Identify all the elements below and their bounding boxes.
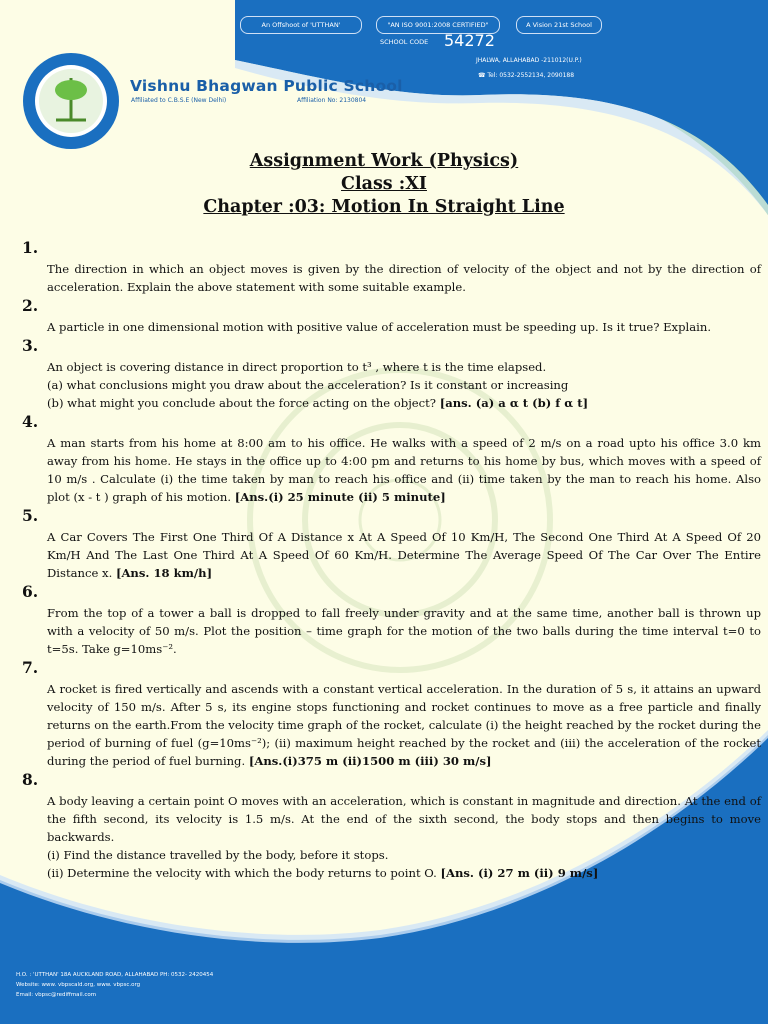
answer-text: [Ans. 18 km/h] bbox=[115, 566, 213, 580]
question-text bbox=[47, 792, 761, 882]
question-line: (a) what conclusions might you draw about the acceleration? Is it constant or increasing bbox=[47, 378, 569, 392]
phone-icon: ☎ bbox=[478, 72, 488, 79]
question-number: 3. bbox=[22, 336, 39, 355]
chapter-title: Chapter :03: Motion In Straight Line bbox=[203, 197, 565, 217]
school-code-label: SCHOOL CODE bbox=[380, 38, 429, 46]
question-number: 4. bbox=[22, 412, 39, 431]
telephone-text: Tel: 0532-2552134, 2090188 bbox=[487, 72, 575, 79]
question-line: A body leaving a certain point O moves with an acceleration, which is constant in magnitude and direction. At the end of the fifth second, its velocity is 1.5 m/s. At the end of the sixth second, the body stops and then begins to move backwards. bbox=[47, 794, 761, 844]
assignment-titles bbox=[0, 150, 768, 219]
question-text bbox=[47, 358, 761, 412]
question-line: A Car Covers The First One Third Of A Distance x At A Speed Of 10 Km/H, The Second One Third At A Speed Of 20 Km/H And The Last One Third At A Speed Of 60 Km/H. Determine The Average Speed Of The Car Over The Entire Distance x. bbox=[47, 530, 761, 580]
question-line: A particle in one dimensional motion with positive value of acceleration must be speeding up. Is it true? Explain. bbox=[47, 320, 712, 334]
offshoot-badge: An Offshoot of 'UTTHAN' bbox=[240, 16, 362, 34]
school-telephone bbox=[478, 72, 574, 79]
question-line: From the top of a tower a ball is dropped to fall freely under gravity and at the same time, another ball is thrown up with a velocity of 50 m/s. Plot the position – time graph for the motion of the two balls during the time interval t=0 to t=5s. Take g=10ms⁻². bbox=[47, 606, 761, 656]
question-number: 2. bbox=[22, 296, 39, 315]
answer-text: [Ans.(i) 25 minute (ii) 5 minute] bbox=[234, 490, 446, 504]
header-badges bbox=[240, 16, 640, 34]
question-line: (i) Find the distance travelled by the body, before it stops. bbox=[47, 848, 389, 862]
website-link[interactable]: Website: www. vbpscald.org, www. vbpsc.org bbox=[16, 982, 141, 988]
question-text bbox=[47, 434, 761, 506]
answer-text: [Ans.(i)375 m (ii)1500 m (iii) 30 m/s] bbox=[248, 754, 492, 768]
school-name: Vishnu Bhagwan Public School bbox=[130, 77, 403, 95]
question-text bbox=[47, 318, 761, 336]
email-link[interactable]: Email: vbpsc@rediffmail.com bbox=[16, 992, 97, 998]
question-line: A rocket is fired vertically and ascends with a constant vertical acceleration. In the duration of 5 s, it attains an upward velocity of 150 m/s. After 5 s, its engine stops functioning and rocket continues to move as a free particle and finally returns on the earth.From the velocity time graph of the rocket, calculate (i) the height reached by the rocket during the period of burning of fuel (g=10ms⁻²); (ii) maximum height reached by the rocket and (iii) the acceleration of the rocket during the period of fuel burning. bbox=[47, 682, 761, 768]
vision-badge: A Vision 21st School bbox=[516, 16, 602, 34]
head-office: H.O. : 'UTTHAN' 18A AUCKLAND ROAD, ALLAHABAD PH: 0532- 2420454 bbox=[16, 972, 214, 978]
question-line: A man starts from his home at 8:00 am to his office. He walks with a speed of 2 m/s on a road upto his office 3.0 km away from his home. He stays in the office up to 4:00 pm and returns to his home by bus, which moves with a speed of 10 m/s . Calculate (i) the time taken by man to reach his office and (ii) time taken by the man to reach his home. Also plot (x - t ) graph of his motion. bbox=[47, 436, 761, 504]
iso-badge: "AN ISO 9001:2008 CERTIFIED" bbox=[376, 16, 500, 34]
answer-text: [ans. (a) a α t (b) f α t] bbox=[439, 396, 589, 410]
assignment-title: Assignment Work (Physics) bbox=[249, 151, 519, 171]
answer-text: [Ans. (i) 27 m (ii) 9 m/s] bbox=[440, 866, 599, 880]
question-number: 6. bbox=[22, 582, 39, 601]
question-line: An object is covering distance in direct proportion to t³ , where t is the time elapsed. bbox=[47, 360, 547, 374]
footer-info bbox=[16, 970, 213, 1000]
question-line: (ii) Determine the velocity with which the body returns to point O. bbox=[47, 866, 437, 880]
question-text bbox=[47, 528, 761, 582]
question-line: (b) what might you conclude about the force acting on the object? bbox=[47, 396, 437, 410]
school-address: JHALWA, ALLAHABAD -211012(U.P.) bbox=[476, 57, 582, 64]
question-text bbox=[47, 604, 761, 658]
question-text bbox=[47, 260, 761, 296]
school-code: 54272 bbox=[444, 31, 495, 50]
question-number: 7. bbox=[22, 658, 39, 677]
affiliation-text: Affiliated to C.B.S.E (New Delhi) bbox=[131, 97, 227, 104]
question-number: 5. bbox=[22, 506, 39, 525]
question-text bbox=[47, 680, 761, 770]
affiliation-number: Affiliation No: 2130804 bbox=[297, 97, 367, 104]
class-title: Class :XI bbox=[341, 174, 427, 194]
question-line: The direction in which an object moves is given by the direction of velocity of the object and not by the direction of acceleration. Explain the above statement with some suitable example. bbox=[47, 262, 761, 294]
school-logo bbox=[20, 50, 122, 152]
question-number: 8. bbox=[22, 770, 39, 789]
question-number: 1. bbox=[22, 238, 39, 257]
